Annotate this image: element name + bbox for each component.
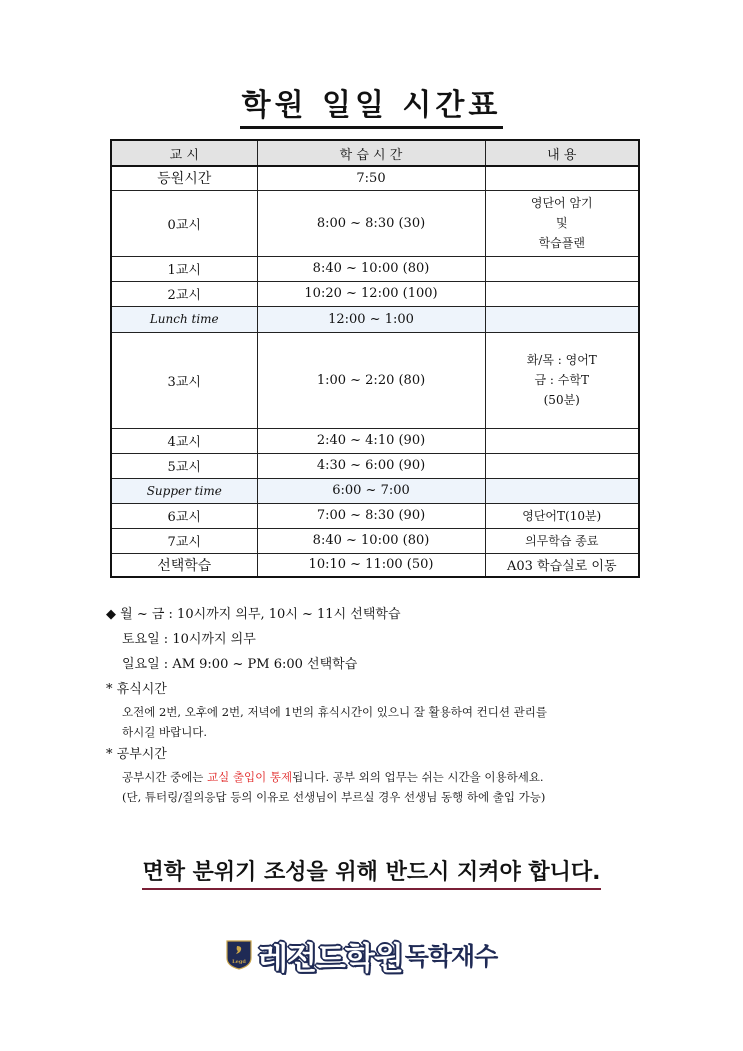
- note-weekday: ◆ 월 ~ 금 : 10시까지 의무, 10시 ~ 11시 선택학습: [106, 607, 401, 622]
- content-cell: [485, 281, 639, 306]
- table-row: [111, 166, 639, 190]
- content-cell: [485, 453, 639, 478]
- table-row: [111, 281, 639, 306]
- study-text-post: 됩니다. 공부 외의 업무는 쉬는 시간을 이용하세요.: [292, 770, 544, 784]
- period-cell: 3교시: [111, 332, 257, 428]
- study-text-highlight: 교실 출입이 통제: [207, 770, 293, 784]
- time-cell: 7:00 ~ 8:30 (90): [257, 503, 485, 528]
- study-text-line1: [106, 767, 547, 787]
- content-cell: 영단어T(10분): [485, 503, 639, 528]
- content-cell: [485, 166, 639, 190]
- time-cell: 12:00 ~ 1:00: [257, 306, 485, 332]
- time-cell: 8:00 ~ 8:30 (30): [257, 190, 485, 256]
- table-row: [111, 528, 639, 553]
- content-cell: [485, 428, 639, 453]
- time-cell: 8:40 ~ 10:00 (80): [257, 256, 485, 281]
- logo-main-text: 레전드학원: [258, 940, 403, 977]
- note-saturday: 토요일 : 10시까지 의무: [122, 632, 256, 647]
- table-row: [111, 453, 639, 478]
- table-header-row: [111, 140, 639, 166]
- period-cell: 6교시: [111, 503, 257, 528]
- time-cell: 7:50: [257, 166, 485, 190]
- time-cell: 4:30 ~ 6:00 (90): [257, 453, 485, 478]
- table-row: [111, 306, 639, 332]
- period-cell: 0교시: [111, 190, 257, 256]
- rest-title: * 휴식시간: [106, 682, 167, 697]
- rest-text-line1: 오전에 2번, 오후에 2번, 저녁에 1번의 휴식시간이 있으니 잘 활용하여 컨디션 관리를: [122, 705, 547, 719]
- rest-text-line2: 하시길 바랍니다.: [122, 725, 208, 739]
- period-cell: 2교시: [111, 281, 257, 306]
- content-cell: A03 학습실로 이동: [485, 553, 639, 577]
- time-cell: 1:00 ~ 2:20 (80): [257, 332, 485, 428]
- timetable: [110, 139, 640, 578]
- period-cell: 선택학습: [111, 553, 257, 577]
- content-cell: [485, 306, 639, 332]
- header-period: 교 시: [111, 140, 257, 166]
- shield-emblem-icon: [226, 940, 252, 970]
- time-cell: 6:00 ~ 7:00: [257, 478, 485, 503]
- period-cell: 1교시: [111, 256, 257, 281]
- time-cell: 10:10 ~ 11:00 (50): [257, 553, 485, 577]
- period-cell: 등원시간: [111, 166, 257, 190]
- content-cell: 영단어 암기 및 학습플랜: [485, 190, 639, 256]
- emblem-text: Legd: [232, 959, 246, 965]
- table-row: [111, 478, 639, 503]
- time-cell: 10:20 ~ 12:00 (100): [257, 281, 485, 306]
- table-row: [111, 256, 639, 281]
- table-row: [111, 190, 639, 256]
- content-cell: 화/목 : 영어T 금 : 수학T (50분): [485, 332, 639, 428]
- header-time: 학 습 시 간: [257, 140, 485, 166]
- period-cell: Supper time: [111, 478, 257, 503]
- slogan: 면학 분위기 조성을 위해 반드시 지켜야 합니다.: [0, 855, 743, 890]
- header-content: 내 용: [485, 140, 639, 166]
- study-text-pre: 공부시간 중에는: [122, 770, 208, 784]
- content-cell: [485, 478, 639, 503]
- table-row: [111, 553, 639, 577]
- period-cell: 7교시: [111, 528, 257, 553]
- period-cell: Lunch time: [111, 306, 257, 332]
- page-title: 학원 일일 시간표: [0, 80, 743, 129]
- table-row: [111, 503, 639, 528]
- period-cell: 4교시: [111, 428, 257, 453]
- period-cell: 5교시: [111, 453, 257, 478]
- time-cell: 2:40 ~ 4:10 (90): [257, 428, 485, 453]
- study-text-line2: (단, 튜터링/질의응답 등의 이유로 선생님이 부르실 경우 선생님 동행 하에 출입 가능): [122, 790, 546, 804]
- academy-logo: [226, 935, 497, 975]
- content-cell: 의무학습 종료: [485, 528, 639, 553]
- table-row: [111, 428, 639, 453]
- study-title: * 공부시간: [106, 747, 167, 762]
- logo-sub-text: 독학재수: [404, 942, 498, 971]
- content-cell: [485, 256, 639, 281]
- table-row: [111, 332, 639, 428]
- notes-section: [106, 602, 547, 807]
- note-sunday: 일요일 : AM 9:00 ~ PM 6:00 선택학습: [122, 657, 358, 672]
- time-cell: 8:40 ~ 10:00 (80): [257, 528, 485, 553]
